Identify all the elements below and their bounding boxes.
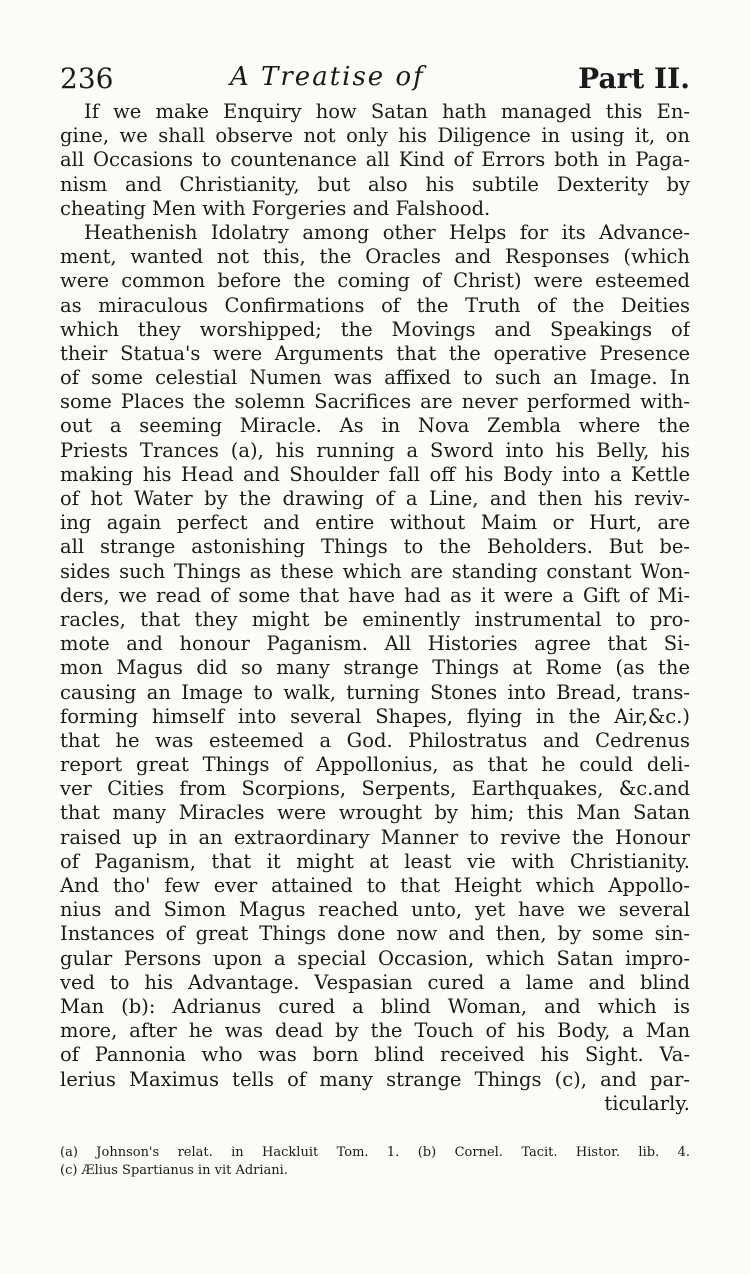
text-line: gine, we shall observe not only his Diligence in using it, on [60, 124, 690, 148]
text-line: out a seeming Miracle. As in Nova Zembla where the [60, 414, 690, 438]
text-line: ved to his Advantage. Vespasian cured a lame and blind [60, 970, 690, 994]
text-line: forming himself into several Shapes, flying in the Air,&c.) [60, 704, 690, 728]
text-line: causing an Image to walk, turning Stones into Bread, trans- [60, 680, 690, 704]
text-line: were common before the coming of Christ) were esteemed [60, 269, 690, 293]
text-line: of Paganism, that it might at least vie with Christianity. [60, 849, 690, 873]
text-line: raised up in an extraordinary Manner to revive the Honour [60, 825, 690, 849]
text-line: some Places the solemn Sacrifices are never performed with- [60, 390, 690, 414]
text-line: ment, wanted not this, the Oracles and Responses (which [60, 245, 690, 269]
footnote: (a) Johnson's relat. in Hackluit Tom. 1. (b) Cornel. Tacit. Histor. lib. 4. [60, 1145, 690, 1160]
footnote: (c) Ælius Spartianus in vit Adriani. [60, 1163, 288, 1178]
text-line: If we make Enquiry how Satan hath managed this En- [84, 100, 690, 123]
part-label: Part II. [578, 62, 690, 95]
text-line: gular Persons upon a special Occasion, which Satan impro- [60, 946, 690, 970]
text-line: report great Things of Appollonius, as that he could deli- [60, 753, 690, 777]
running-header [60, 62, 690, 102]
text-line: that he was esteemed a God. Philostratus and Cedrenus [60, 728, 690, 752]
body-text [60, 100, 690, 1116]
text-line: mon Magus did so many strange Things at Rome (as the [60, 656, 690, 680]
text-line: that many Miracles were wrought by him; this Man Satan [60, 801, 690, 825]
text-line: ticularly. [604, 1091, 690, 1115]
text-line: Instances of great Things done now and then, by some sin- [60, 922, 690, 946]
text-line: of some celestial Numen was affixed to such an Image. In [60, 366, 690, 390]
page-number: 236 [60, 62, 114, 95]
text-line: nius and Simon Magus reached unto, yet have we several [60, 898, 690, 922]
running-title: A Treatise of [230, 62, 425, 92]
text-line: mote and honour Paganism. All Histories agree that Si- [60, 632, 690, 656]
text-line: Man (b): Adrianus cured a blind Woman, and which is [60, 994, 690, 1018]
text-line: ders, we read of some that have had as it were a Gift of Mi- [60, 583, 690, 607]
text-line: lerius Maximus tells of many strange Things (c), and par- [60, 1067, 690, 1091]
text-line: ing again perfect and entire without Maim or Hurt, are [60, 511, 690, 535]
text-line: as miraculous Confirmations of the Truth of the Deities [60, 293, 690, 317]
text-line: ver Cities from Scorpions, Serpents, Earthquakes, &c.and [60, 777, 690, 801]
text-line: Priests Trances (a), his running a Sword into his Belly, his [60, 438, 690, 462]
text-line: making his Head and Shoulder fall off his Body into a Kettle [60, 462, 690, 486]
text-line: racles, that they might be eminently instrumental to pro- [60, 607, 690, 631]
text-line: sides such Things as these which are standing constant Won- [60, 559, 690, 583]
text-line: of hot Water by the drawing of a Line, and then his reviv- [60, 487, 690, 510]
footnotes [60, 1144, 690, 1180]
text-line: all strange astonishing Things to the Beholders. But be- [60, 535, 690, 559]
text-line: more, after he was dead by the Touch of his Body, a Man [60, 1019, 690, 1043]
text-line: Heathenish Idolatry among other Helps for its Advance- [84, 220, 690, 244]
text-line: which they worshipped; the Movings and Speakings of [60, 317, 690, 341]
text-line: cheating Men with Forgeries and Falshood. [60, 196, 491, 220]
text-line: all Occasions to countenance all Kind of Errors both in Paga- [60, 148, 690, 172]
text-line: of Pannonia who was born blind received his Sight. Va- [60, 1043, 690, 1067]
text-line: And tho' few ever attained to that Height which Appollo- [60, 874, 690, 897]
text-line: their Statua's were Arguments that the operative Presence [60, 341, 690, 365]
text-line: nism and Christianity, but also his subtile Dexterity by [60, 172, 690, 196]
